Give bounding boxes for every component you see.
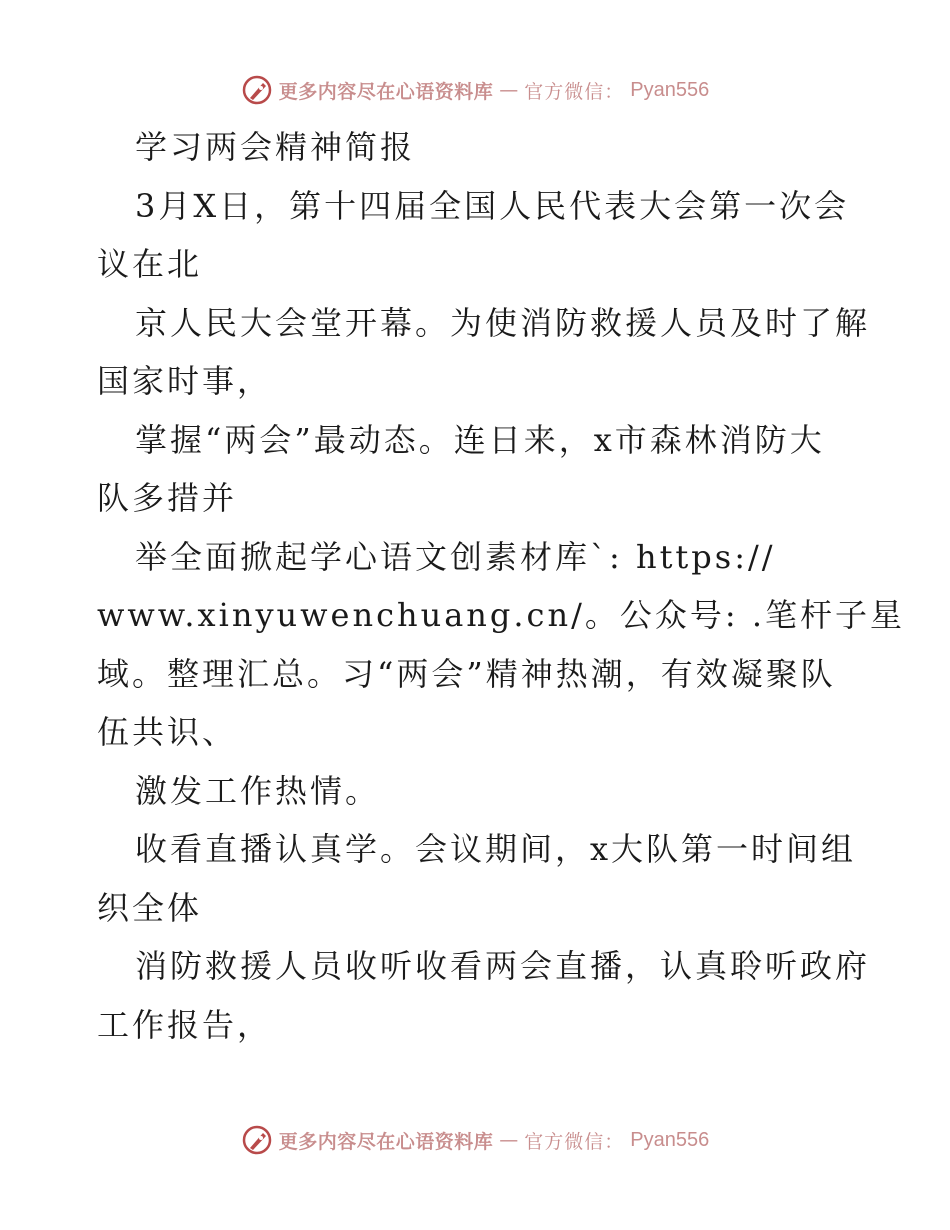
banner-text: 更多内容尽在心语资料库 (278, 80, 494, 103)
document-body (97, 118, 905, 1054)
paragraph-line: 收看直播认真学。会议期间，x大队第一时间组 (135, 830, 857, 868)
banner-dash: — (499, 1129, 519, 1151)
paragraph-line: 伍共识、 (97, 713, 238, 751)
paragraph-line: 3月X日，第十四届全国人民代表大会第一次会 (135, 186, 850, 225)
document-title: 学习两会精神简报 (135, 128, 416, 166)
pen-logo-icon (241, 1124, 273, 1156)
banner-official-label: 官方微信： (524, 80, 625, 103)
paragraph-line: 域。整理汇总。习“两会”精神热潮，有效凝聚队 (97, 654, 836, 693)
banner-wechat-id: Pyan556 (630, 78, 710, 101)
paragraph-line: www.xinyuwenchuang.cn/。公众号: .笔杆子星 (97, 596, 905, 634)
banner-text: 更多内容尽在心语资料库 (278, 1130, 494, 1153)
paragraph-line: 队多措并 (97, 479, 238, 517)
paragraph-line: 织全体 (97, 888, 203, 927)
footer-banner (0, 1120, 950, 1160)
banner-dash: — (499, 79, 519, 101)
banner-wechat-id: Pyan556 (630, 1128, 710, 1151)
paragraph-line: 工作报告， (97, 1005, 273, 1044)
paragraph-line: 激发工作热情。 (135, 771, 381, 810)
paragraph-line: 举全面掀起学心语文创素材库`: https:// (135, 537, 776, 576)
banner-official-label: 官方微信： (524, 1130, 625, 1153)
header-banner (0, 70, 950, 110)
paragraph-line: 掌握“两会”最动态。连日来，x市森林消防大 (135, 420, 825, 459)
paragraph-line: 京人民大会堂开幕。为使消防救援人员及时了解 (135, 303, 871, 342)
paragraph-line: 议在北 (97, 245, 203, 283)
paragraph-line: 消防救援人员收听收看两会直播，认真聆听政府 (135, 947, 871, 985)
pen-logo-icon (241, 74, 273, 106)
paragraph-line: 国家时事， (97, 362, 273, 400)
